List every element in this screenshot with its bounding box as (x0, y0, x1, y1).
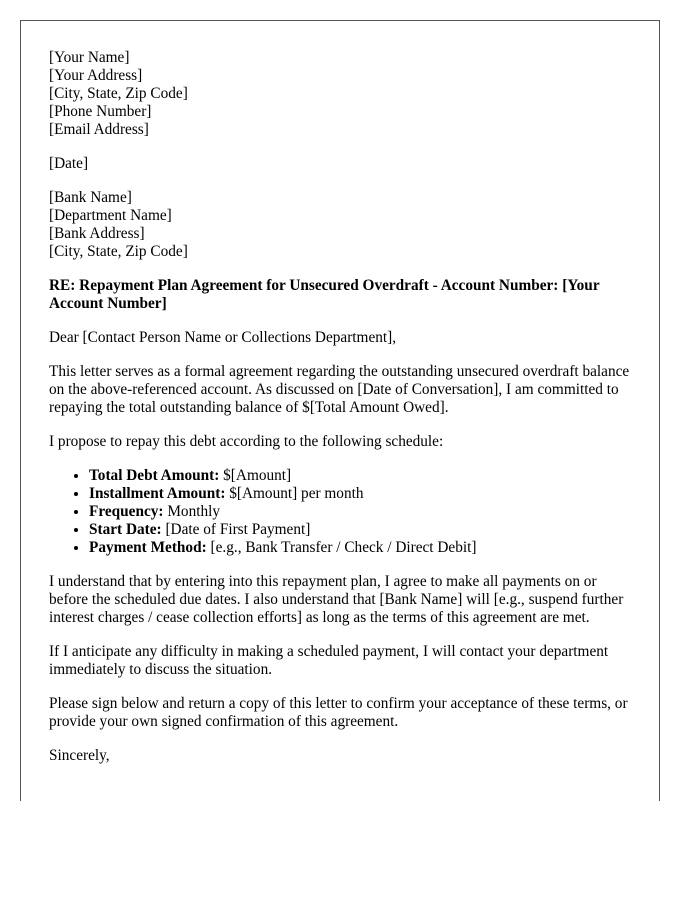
difficulty-paragraph: If I anticipate any difficulty in making a scheduled payment, I will contact your department immediately to discuss the situation. (49, 643, 609, 678)
understanding-paragraph: I understand that by entering into this repayment plan, I agree to make all payments on or before the scheduled due dates. I also understand that [Bank Name] will [e.g., suspend further interest charges / cease collection efforts] as long as the terms of this agreement are met. (49, 573, 624, 626)
recipient-city-state-zip: [City, State, Zip Code] (49, 243, 188, 260)
sender-address: [Your Address] (49, 67, 143, 84)
letter-page (20, 20, 660, 801)
term-label: Frequency: (89, 503, 164, 520)
term-installment (89, 485, 634, 503)
repayment-terms-list (49, 467, 634, 557)
term-value: [e.g., Bank Transfer / Check / Direct Debit] (206, 539, 477, 556)
letter-content (49, 49, 634, 781)
term-label: Payment Method: (89, 539, 207, 556)
letter-date: [Date] (49, 155, 89, 172)
term-total-debt (89, 467, 634, 485)
sender-city-state-zip: [City, State, Zip Code] (49, 85, 188, 102)
recipient-department: [Department Name] (49, 207, 172, 224)
subject-line: RE: Repayment Plan Agreement for Unsecured Overdraft - Account Number: [Your Account Number] (49, 277, 600, 312)
sender-name: [Your Name] (49, 49, 130, 66)
term-label: Total Debt Amount: (89, 467, 220, 484)
term-value: [Date of First Payment] (161, 521, 311, 538)
term-start-date (89, 521, 634, 539)
term-label: Start Date: (89, 521, 162, 538)
proposal-paragraph: I propose to repay this debt according to the following schedule: (49, 433, 444, 450)
intro-paragraph: This letter serves as a formal agreement regarding the outstanding unsecured overdraft balance on the above-referenced account. As discussed on [Date of Conversation], I am committed to repaying the total outstanding balance of $[Total Amount Owed]. (49, 363, 630, 416)
term-payment-method (89, 539, 634, 557)
sender-block (49, 49, 634, 139)
recipient-bank-address: [Bank Address] (49, 225, 145, 242)
recipient-bank-name: [Bank Name] (49, 189, 132, 206)
term-value: $[Amount] (219, 467, 292, 484)
term-frequency (89, 503, 634, 521)
sender-phone: [Phone Number] (49, 103, 152, 120)
term-value: Monthly (163, 503, 221, 520)
request-paragraph: Please sign below and return a copy of this letter to confirm your acceptance of these terms, or provide your own signed confirmation of this agreement. (49, 695, 628, 730)
term-value: $[Amount] per month (225, 485, 364, 502)
date-block (49, 155, 634, 173)
recipient-block (49, 189, 634, 261)
closing: Sincerely, (49, 747, 110, 764)
sender-email: [Email Address] (49, 121, 149, 138)
term-label: Installment Amount: (89, 485, 226, 502)
salutation: Dear [Contact Person Name or Collections Department], (49, 329, 397, 346)
